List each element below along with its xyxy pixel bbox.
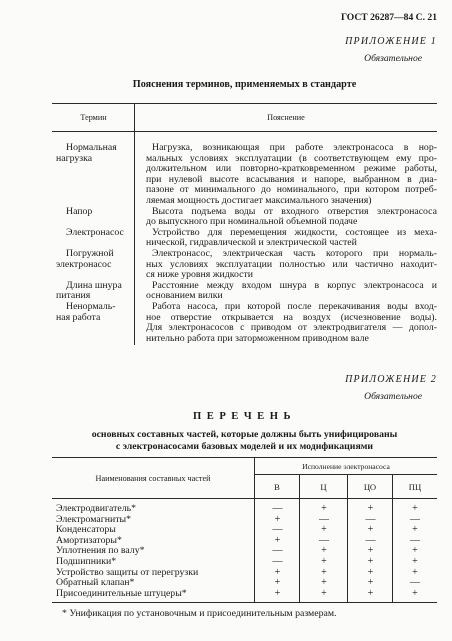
explanation-line: Высота подъема воды от входного отверстия электронасоса [152,206,437,217]
variant-value: + [367,555,374,567]
table-row [52,515,437,526]
variant-value: + [367,503,374,514]
variant-value: + [321,545,327,557]
column-divider [347,499,348,602]
variant-value: + [412,503,418,514]
variant-value: + [274,577,281,589]
variant-value: + [321,566,327,578]
table-row [52,207,437,228]
column-header-variant-v: В [255,475,300,498]
table-row [52,546,437,557]
table-row [52,281,437,302]
variant-value: + [321,555,327,567]
column-divider [392,499,393,602]
explanation-line: нительно работа при заторможенном приводном вале [146,333,369,344]
explanation-line: основанием вилки [146,291,223,302]
variant-value: — [319,513,329,525]
component-name: Подшипники* [56,556,117,567]
explanation-line: мальных условиях эксплуатации (в соответствующем ему про- [146,153,437,164]
component-name: Обратный клапан* [56,578,135,589]
term-line: ная работа [56,312,101,323]
components-table [52,457,437,603]
term-cell [52,143,135,207]
column-header-explanation: Пояснение [267,113,305,122]
column-divider [299,499,300,602]
variant-value: + [367,577,374,589]
components-table-header [52,458,437,499]
component-name: Электромагниты* [56,514,131,525]
variant-value: — [365,513,376,525]
explanation-line: до выпускного при номинальной объемной подаче [146,217,358,228]
component-name: Присоединительные штуцеры* [56,588,187,599]
appendix-1-label: ПРИЛОЖЕНИЕ 1 [345,36,437,47]
explanation-line: ных условиях эксплуатации полностью или частично находит- [146,259,437,270]
explanation-cell [135,143,437,207]
term-cell [52,249,135,281]
variant-value: + [367,566,374,578]
appendix-2-status: Обязательное [364,391,422,402]
variant-value: + [412,545,418,557]
variant-headers [255,475,437,498]
explanation-cell [135,207,437,228]
variant-value: + [367,587,374,599]
explanation-line: Для электронасосов с приводом от электродвигателя — допол- [146,323,437,334]
component-name: Электродвигатель* [56,504,136,514]
term-line: питания [56,291,91,302]
term-line: Нормальная [66,143,117,153]
term-line: Ненормаль- [66,301,116,312]
table-row [52,249,437,281]
variant-value: — [410,534,420,546]
term-line: нагрузка [56,153,93,164]
column-group-title: Исполнение электронасоса [255,458,437,475]
term-cell [52,281,135,302]
explanation-cell [135,249,437,281]
explanation-line: нической, гидравлической и электрической частей [146,238,357,249]
explanation-line: должительном или повторно-кратковременном режиме работы, [146,164,437,175]
table-row [52,536,437,547]
table-row [52,302,437,344]
term-line: электронасос [56,259,112,270]
table-row [52,228,437,249]
column-header-variant-tso: ЦО [348,475,393,498]
variant-value: — [319,534,329,546]
variant-value: — [272,545,283,557]
term-line: Погружной [66,248,114,259]
component-name: Уплотнения по валу* [56,546,145,557]
explanation-line: Работа насоса, при которой после перекачивания воды вход- [152,301,437,312]
variant-value: + [274,566,281,578]
explanation-line: при нулевой высоте всасывания и напоре, выбранном в диа- [146,174,437,185]
term-cell [52,207,135,228]
column-header-variant-ts: Ц [300,475,348,498]
variant-value: + [412,555,418,567]
appendix-2-label: ПРИЛОЖЕНИЕ 2 [345,374,437,385]
appendix-1-status: Обязательное [364,53,422,64]
column-divider [254,499,255,602]
table-row [52,557,437,568]
explanation-line: пазоне от минимального до номинального, при котором потреб- [146,185,437,196]
explanation-line: Устройство для перемещения жидкости, состоящее из меха- [152,227,437,238]
variant-value: — [272,555,283,567]
variant-value: + [321,524,327,536]
table-row [52,589,437,600]
variant-value: + [274,513,281,525]
appendix-1-title: Пояснения терминов, применяемых в стандарте [132,79,357,90]
explanation-cell [135,228,437,249]
variant-value: + [412,566,418,578]
variant-value: — [365,534,376,546]
list-subtitle-line: с электронасосами базовых моделей и их модификациями [115,441,374,452]
term-line: Длина шнура [66,280,122,291]
variant-value: — [272,503,283,514]
variant-value: + [412,524,418,536]
table-row [52,578,437,589]
variant-value: — [410,513,420,525]
list-subtitle [52,429,437,453]
list-heading: ПЕРЕЧЕНЬ [193,411,296,422]
variant-value: — [410,577,420,589]
explanation-line: Электронасос, электрическая часть которого при нормаль- [152,248,437,259]
explanation-line: ляемая мощность достигает максимального значения) [146,195,372,206]
explanation-line: Расстояние между входом шнура в корпус электронасоса и [152,280,437,291]
term-line: Напор [66,206,93,217]
component-name: Амортизаторы* [56,535,122,546]
component-name: Конденсаторы [56,525,116,536]
running-header: ГОСТ 26287—84 С. 21 [340,12,437,23]
variant-value: + [274,534,281,546]
terms-table-header [52,104,437,132]
components-table-body [52,499,437,602]
terms-table [52,103,437,344]
variant-value: + [321,577,327,589]
table-row [52,525,437,536]
table-row [52,504,437,515]
explanation-line: Нагрузка, возникающая при работе электронасоса в нор- [152,143,437,153]
term-cell [52,302,135,344]
variant-value: + [412,587,418,599]
variant-value: + [367,545,374,557]
column-divider [134,104,135,345]
variant-value: + [367,524,374,536]
table-row [52,568,437,579]
list-subtitle-line: основных составных частей, которые должны быть унифицированы [91,429,398,440]
variant-value: + [321,503,327,514]
column-group-variants [255,458,437,498]
footnote: * Унификация по установочным и присоединительным размерам. [62,608,337,619]
table-row [52,143,437,207]
explanation-cell [135,281,437,302]
variant-value: + [274,587,281,599]
term-line: Электронасос [66,227,124,238]
explanation-line: ное отверстие открывается на воздух (исчезновение воды). [146,312,437,323]
variant-value: — [272,524,283,536]
component-name: Устройство защиты от перегрузки [56,567,199,578]
term-cell [52,228,135,249]
column-header-term: Термин [80,113,107,122]
explanation-line: ся ниже уровня жидкости [146,270,254,281]
column-header-variant-pts: ПЦ [408,481,422,492]
terms-table-body [52,132,437,344]
column-header-component-name: Наименования составных частей [52,458,255,498]
variant-value: + [321,587,327,599]
explanation-cell [135,302,437,344]
